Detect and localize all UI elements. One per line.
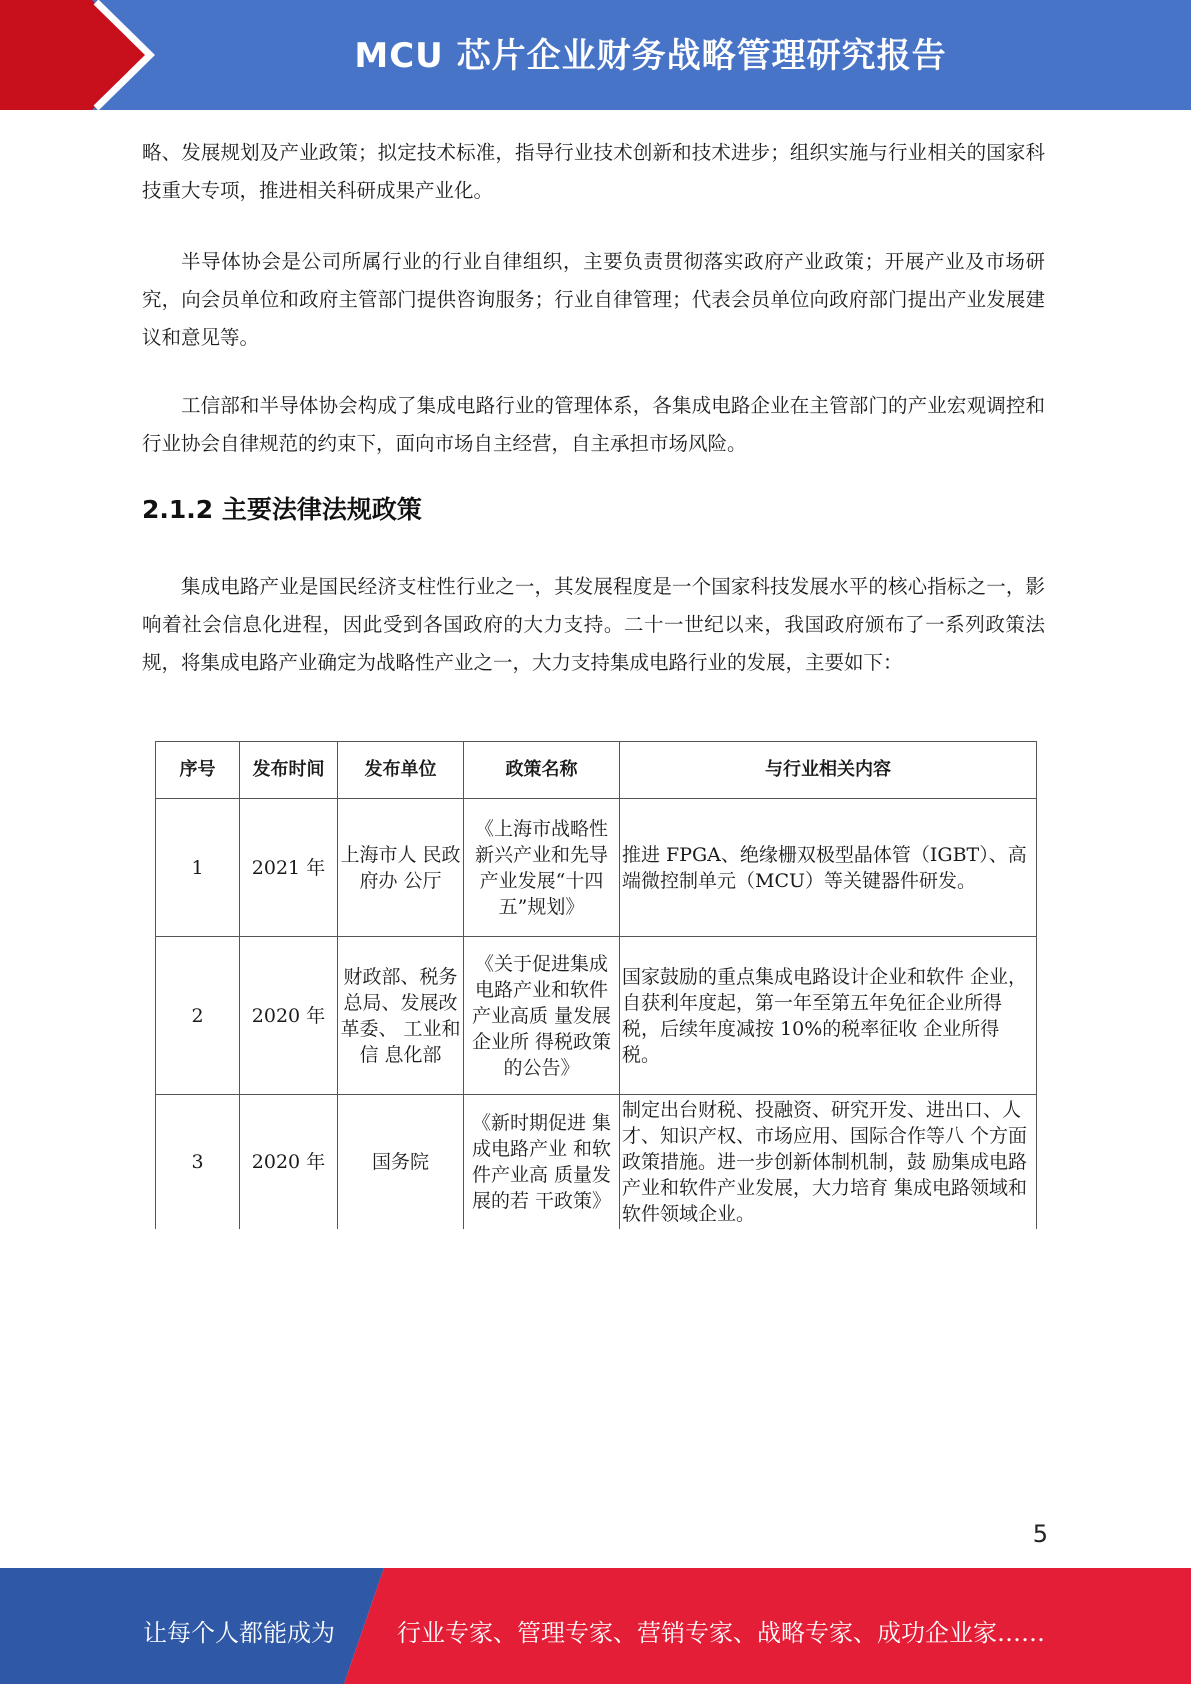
- header-issuer: 发布单位: [338, 742, 464, 799]
- page-footer: [0, 1568, 1191, 1684]
- paragraph-text: 半导体协会是公司所属行业的行业自律组织，主要负责贯彻落实政府产业政策；开展产业及市场研究，向会员单位和政府主管部门提供咨询服务；行业自律管理；代表会员单位向政府部门提出产业发展建议和意见等。: [142, 250, 1045, 349]
- cell-content: 制定出台财税、投融资、研究开发、进出口、人才、知识产权、市场应用、国际合作等八 个方面政策措施。进一步创新体制机制，鼓 励集成电路产业和软件产业发展，大力培育 集成电路领域和软件领域企业。: [620, 1095, 1037, 1229]
- paragraph-4: [142, 568, 1045, 682]
- cell-no: 2: [156, 937, 240, 1095]
- header-content: 与行业相关内容: [620, 742, 1037, 799]
- report-title: MCU 芯片企业财务战略管理研究报告: [354, 36, 947, 76]
- paragraph-text: 工信部和半导体协会构成了集成电路行业的管理体系，各集成电路企业在主管部门的产业宏观调控和行业协会自律规范的约束下，面向市场自主经营，自主承担市场风险。: [142, 394, 1045, 455]
- cell-date: 2020 年: [240, 937, 338, 1095]
- cell-issuer: 上海市人 民政府办 公厅: [338, 799, 464, 937]
- cell-policy: 《上海市战略性新兴产业和先导产业发展“十四五”规划》: [464, 799, 620, 937]
- paragraph-3: [142, 387, 1045, 463]
- header-date: 发布时间: [240, 742, 338, 799]
- cell-issuer: 国务院: [338, 1095, 464, 1229]
- cell-issuer: 财政部、税务总局、发展改革委、 工业和信 息化部: [338, 937, 464, 1095]
- paragraph-1: [142, 134, 1045, 210]
- policy-table: [155, 741, 1037, 1229]
- table-row: [156, 1095, 1037, 1229]
- footer-slogan-right: 行业专家、管理专家、营销专家、战略专家、成功企业家……: [397, 1619, 1045, 1647]
- paragraph-2: [142, 243, 1045, 357]
- cell-content: 国家鼓励的重点集成电路设计企业和软件 企业，自获利年度起，第一年至第五年免征企业所得税，后续年度减按 10%的税率征收 企业所得税。: [620, 937, 1037, 1095]
- cell-no: 1: [156, 799, 240, 937]
- red-arrow-decoration: [0, 0, 160, 110]
- cell-content: 推进 FPGA、绝缘栅双极型晶体管（IGBT）、高端微控制单元（MCU）等关键器件研发。: [620, 799, 1037, 937]
- table-row: [156, 799, 1037, 937]
- cell-date: 2020 年: [240, 1095, 338, 1229]
- page-number: 5: [1032, 1520, 1048, 1548]
- cell-no: 3: [156, 1095, 240, 1229]
- cell-policy: 《关于促进集成电路产业和软件产业高质 量发展企业所 得税政策的公告》: [464, 937, 620, 1095]
- page-header: [0, 0, 1191, 110]
- table-row: [156, 937, 1037, 1095]
- header-policy: 政策名称: [464, 742, 620, 799]
- table-header-row: [156, 742, 1037, 799]
- header-no: 序号: [156, 742, 240, 799]
- section-heading: 2.1.2 主要法律法规政策: [142, 495, 422, 524]
- cell-policy: 《新时期促进 集成电路产业 和软件产业高 质量发展的若 干政策》: [464, 1095, 620, 1229]
- footer-slogan-left: 让每个人都能成为: [143, 1619, 335, 1647]
- cell-date: 2021 年: [240, 799, 338, 937]
- paragraph-text: 集成电路产业是国民经济支柱性行业之一，其发展程度是一个国家科技发展水平的核心指标之一，影响着社会信息化进程，因此受到各国政府的大力支持。二十一世纪以来，我国政府颁布了一系列政策法规，将集成电路产业确定为战略性产业之一，大力支持集成电路行业的发展，主要如下：: [142, 575, 1045, 674]
- paragraph-text: 略、发展规划及产业政策；拟定技术标准，指导行业技术创新和技术进步；组织实施与行业相关的国家科技重大专项，推进相关科研成果产业化。: [142, 141, 1045, 202]
